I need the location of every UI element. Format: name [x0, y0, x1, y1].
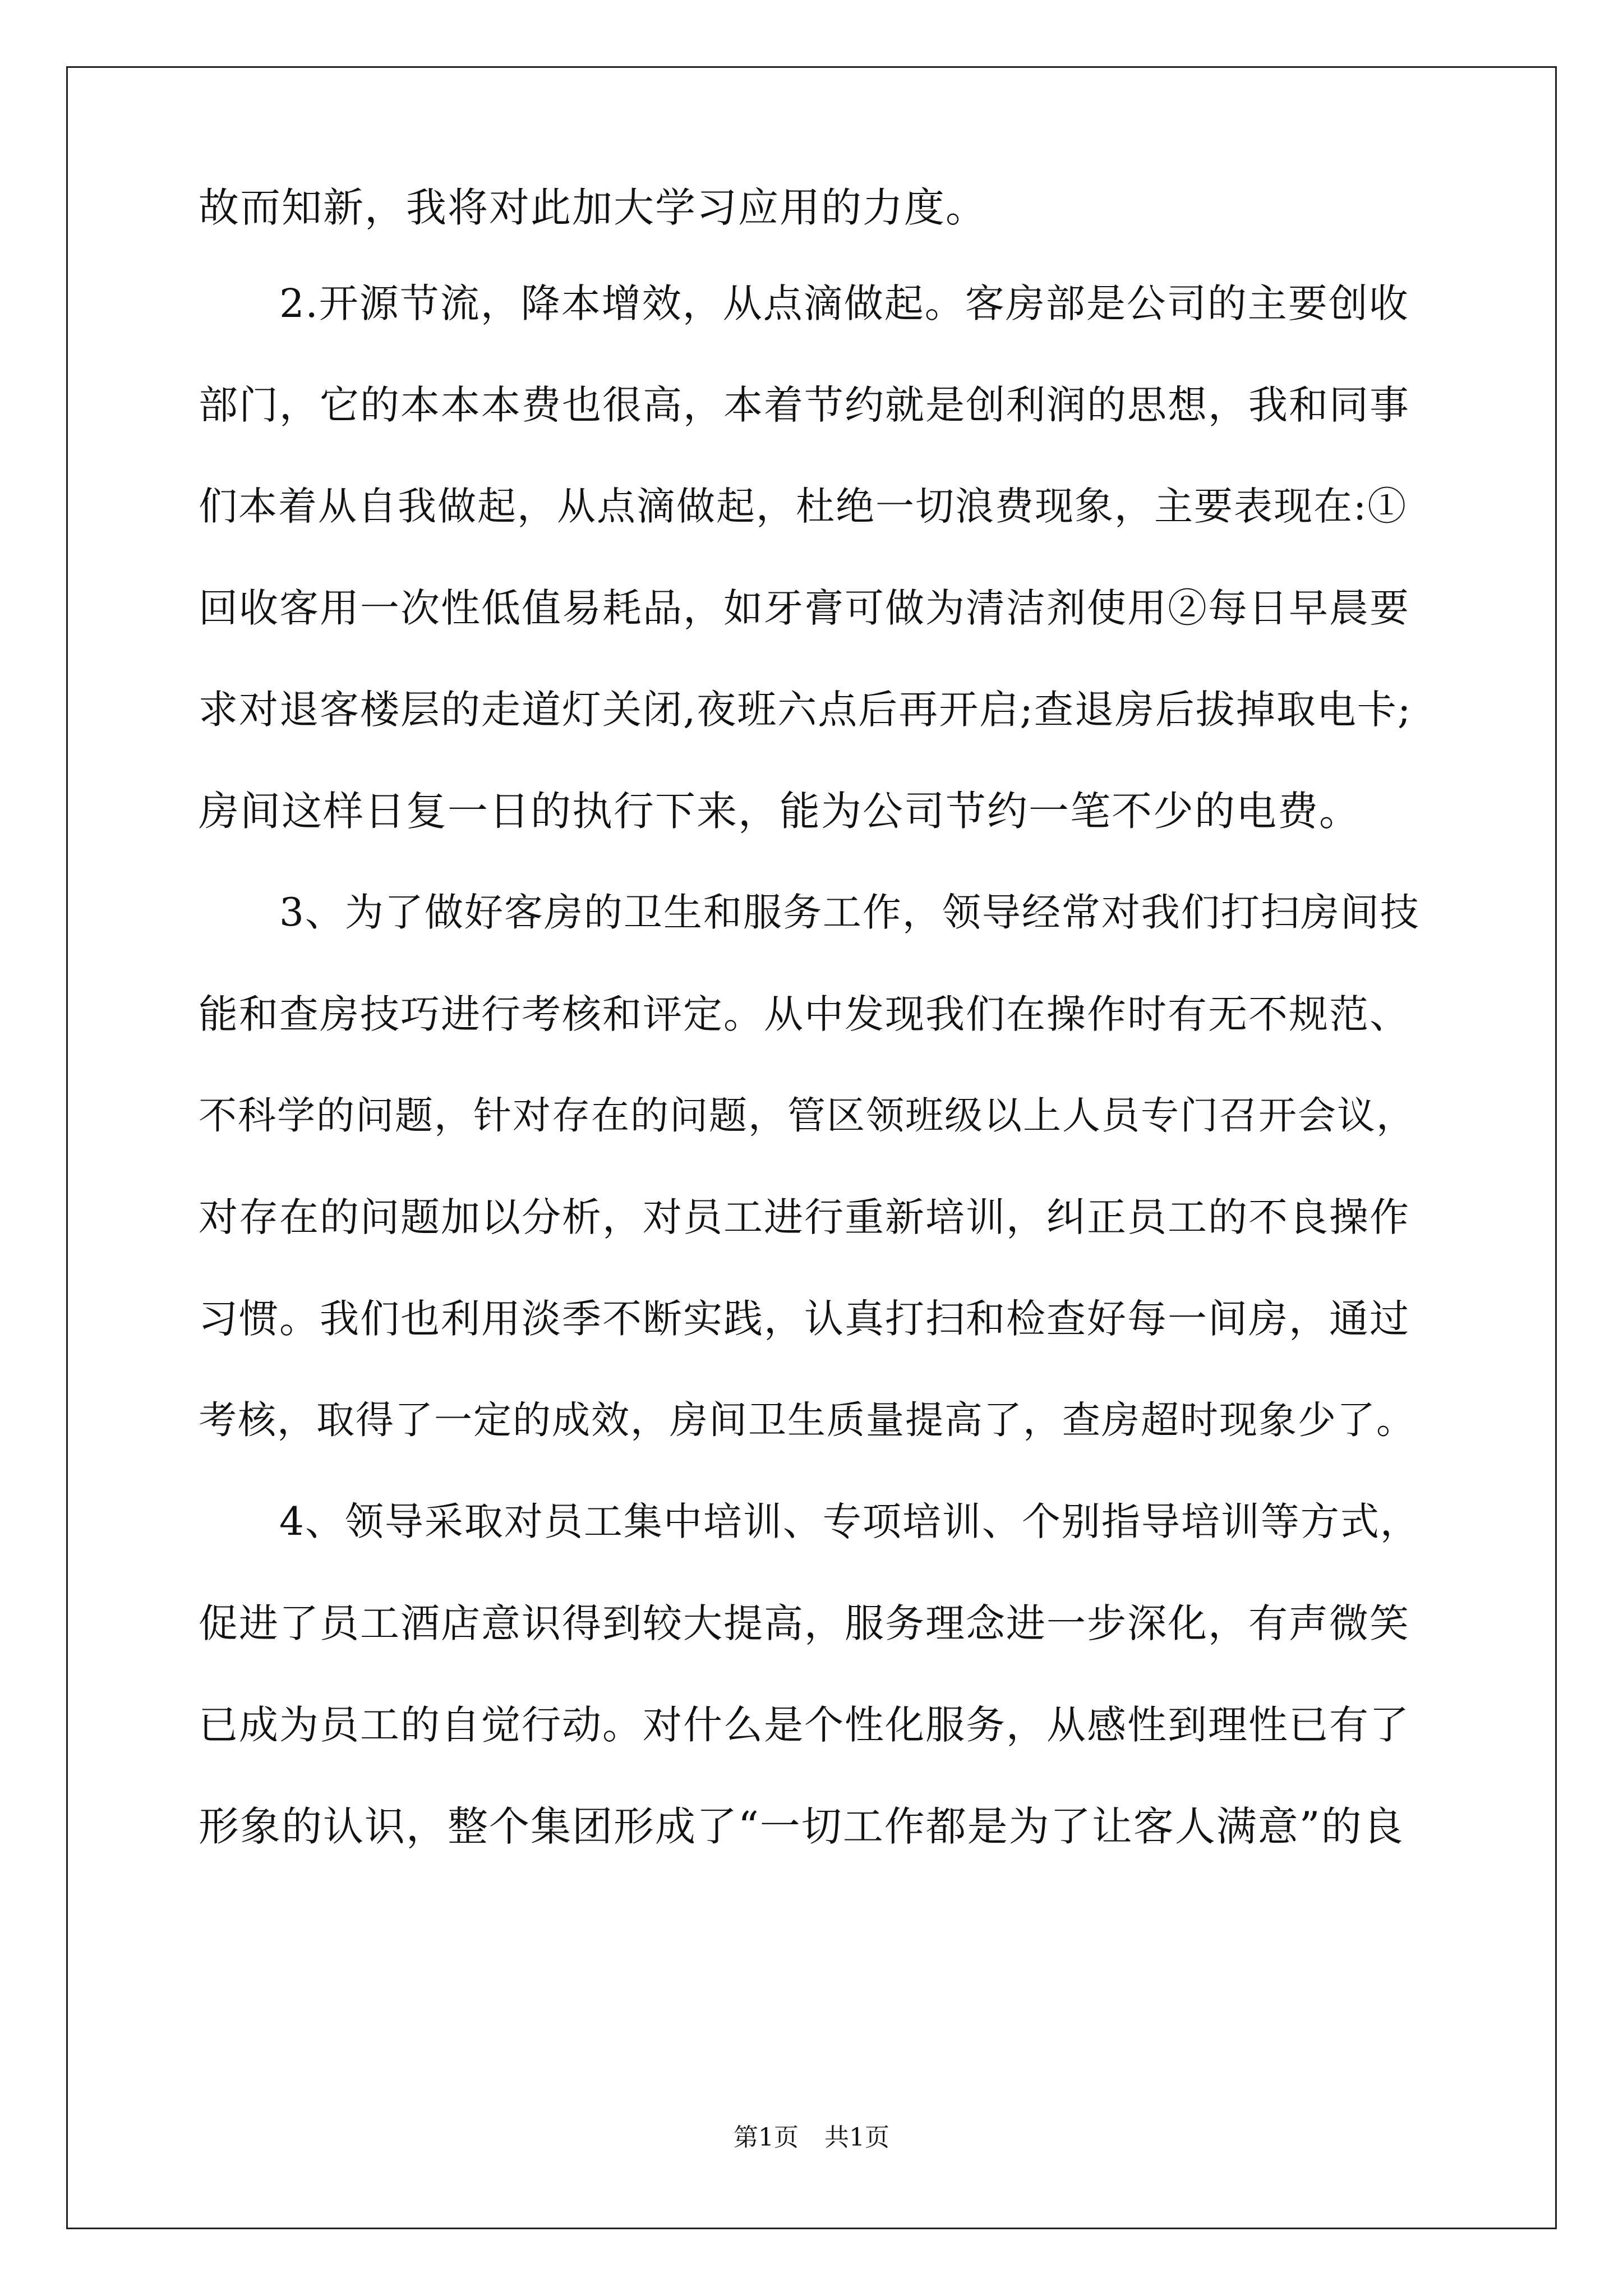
page-footer: [0, 2121, 1623, 2155]
paragraph-start-line: 2.开源节流，降本增效，从点滴做起。客房部是公司的主要创收: [279, 280, 1409, 326]
text-line: 们本着从自我做起，从点滴做起，杜绝一切浪费现象，主要表现在:①: [199, 484, 1408, 529]
text-line: 部门，它的本本本费也很高，本着节约就是创利润的思想，我和同事: [199, 382, 1410, 428]
text-line: 对存在的问题加以分析，对员工进行重新培训，纠正员工的不良操作: [199, 1194, 1410, 1240]
text-line: 房间这样日复一日的执行下来，能为公司节约一笔不少的电费。: [199, 788, 1361, 835]
text-line: 求对退客楼层的走道灯关闭,夜班六点后再开启;查退房后拔掉取电卡;: [199, 687, 1412, 733]
text-line: 形象的认识，整个集团形成了“一切工作都是为了让客人满意”的良: [199, 1803, 1404, 1850]
text-line: 习惯。我们也利用淡季不断实践，认真打扫和检查好每一间房，通过: [199, 1296, 1410, 1342]
text-line: 故而知新，我将对此加大学习应用的力度。: [199, 184, 988, 231]
paragraph-start-line: 3、为了做好客房的卫生和服务工作，领导经常对我们打扫房间技: [279, 890, 1420, 935]
document-body: [199, 163, 1421, 1878]
text-line: 已成为员工的自觉行动。对什么是个性化服务，从感性到理性已有了: [199, 1702, 1410, 1748]
text-line: 不科学的问题，针对存在的问题，管区领班级以上人员专门召开会议，: [199, 1094, 1416, 1138]
paragraph-start-line: 4、领导采取对员工集中培训、专项培训、个别指导培训等方式，: [279, 1499, 1420, 1544]
text-line: 能和查房技巧进行考核和评定。从中发现我们在操作时有无不规范、: [199, 991, 1410, 1037]
page-number: 第1页: [734, 2123, 799, 2152]
text-line: 回收客用一次性低值易耗品，如牙膏可做为清洁剂使用②每日早晨要: [199, 585, 1410, 631]
page-total: 共1页: [824, 2123, 889, 2152]
text-line: 促进了员工酒店意识得到较大提高，服务理念进一步深化，有声微笑: [199, 1600, 1410, 1646]
text-line: 考核，取得了一定的成效，房间卫生质量提高了，查房超时现象少了。: [199, 1398, 1416, 1443]
